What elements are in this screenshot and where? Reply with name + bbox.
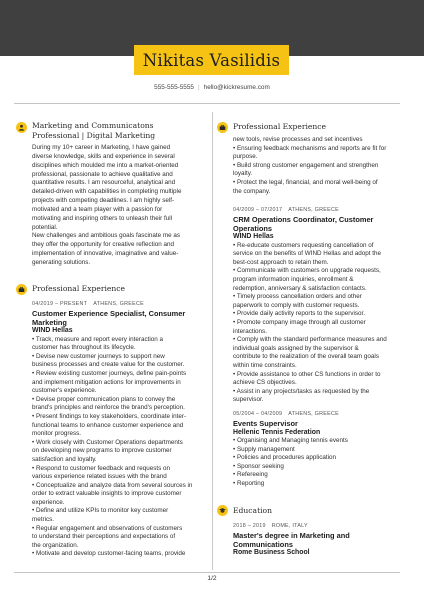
- job-1-location: ATHENS, GREECE: [93, 301, 144, 307]
- job-2-bullet-line: service on the benefits of WIND Hellas and adopt the: [233, 250, 382, 258]
- graduation-cap-icon: [217, 505, 228, 516]
- job-1-bullet-line: • Motivate and develop customer-facing teams, provide: [32, 550, 186, 558]
- contact-separator: |: [197, 84, 200, 91]
- job-2-bullet-line: • Promote company image through all customer: [233, 318, 366, 326]
- job-1-bullet-line: experience.: [32, 498, 65, 506]
- education-dates: 2018 – 2019: [233, 523, 266, 529]
- job-1-continued-line: • Protect the legal, financial, and moral well-being of: [233, 178, 378, 186]
- footer-divider: [14, 572, 400, 573]
- email-text: hello@kickresume.com: [203, 84, 270, 91]
- job-2-dates: 04/2009 – 07/2017: [233, 207, 283, 213]
- briefcase-icon: [16, 284, 27, 295]
- profile-summary-line: motivated and a team player with a passion for: [32, 205, 163, 213]
- job-2-bullet-line: contribute to the realization of the overall team goals: [233, 353, 379, 361]
- job-entry-3: [233, 411, 411, 489]
- job-1-dates: 04/2019 – PRESENT: [32, 301, 88, 307]
- job-3-bullet-line: • Supply management: [233, 445, 295, 453]
- job-1-continued-line: loyalty.: [233, 170, 253, 178]
- job-1-bullet-line: business processes and create value for the customer.: [32, 361, 185, 369]
- profile-summary-line: disciplines which moulded me into a market-oriented: [32, 161, 179, 169]
- contact-line: [0, 84, 424, 91]
- job-1-bullet-line: • Regular engagement and observations of customers: [32, 524, 183, 532]
- job-3-location: ATHENS, GREECE: [288, 411, 339, 417]
- job-2-bullet-line: supervisor.: [233, 396, 264, 404]
- job-2-bullet-line: redemption, anniversary & satisfaction contacts.: [233, 284, 367, 292]
- job-2-bullet-line: paperwork to comply with customer requests.: [233, 301, 360, 309]
- job-1-bullet-line: customer's experience.: [32, 387, 97, 395]
- job-2-bullets: [233, 242, 411, 405]
- education-meta: [233, 523, 411, 530]
- job-1-title-line: Marketing: [32, 317, 67, 327]
- job-1-bullet-line: metrics.: [32, 516, 55, 524]
- profile-summary-line: New challenges and ambitious goals fascinate me as: [32, 232, 181, 240]
- profile-summary-line: potential.: [32, 223, 58, 231]
- job-1-bullet-line: • Devise proper communication plans to convey the: [32, 395, 176, 403]
- job-3-bullet-line: • Sponsor seeking: [233, 462, 284, 470]
- experience-heading-left: Professional Experience: [32, 284, 126, 293]
- education-school: Rome Business School: [233, 549, 310, 557]
- job-1-bullet-line: • Define and utilize KPIs to monitor key customer: [32, 507, 169, 515]
- education-entry: [233, 523, 411, 558]
- job-1-bullet-line: • Present findings to key stakeholders, coordinate inter-: [32, 412, 187, 420]
- job-1-continued-line: • Ensuring feedback mechanisms and reports are fit for: [233, 144, 387, 152]
- job-2-location: ATHENS, GREECE: [288, 207, 339, 213]
- briefcase-icon: [217, 122, 228, 133]
- name-text: Nikitas Vasilidis: [142, 50, 281, 70]
- job-3-meta: [233, 411, 411, 418]
- profile-summary-line: diverse knowledge, skills and experience in several: [32, 152, 175, 160]
- profile-title: [32, 121, 155, 140]
- column-divider: [212, 112, 213, 570]
- job-2-bullet-line: • Comply with the standard performance measures and: [233, 336, 387, 344]
- education-degree-line: Communications: [233, 539, 293, 549]
- page-number: 1/2: [207, 575, 217, 582]
- job-2-bullet-line: individual goals assigned by the supervisor &: [233, 344, 359, 352]
- job-1-bullet-line: monitor progress.: [32, 430, 81, 438]
- job-2-bullet-line: interactions.: [233, 327, 267, 335]
- job-1-bullet-line: satisfaction and loyalty.: [32, 455, 97, 463]
- job-1-bullet-line: various experience related issues with the brand: [32, 473, 167, 481]
- job-1-bullet-line: to understand their perceptions and expectations of: [32, 533, 176, 541]
- job-2-title-line: Operations: [233, 223, 273, 233]
- job-2-bullet-line: • Assist in any projects/tasks as requested by the: [233, 387, 370, 395]
- job-1-bullet-line: on developing new programs to improve customer: [32, 447, 172, 455]
- header-divider: [14, 103, 400, 104]
- job-1-bullet-line: functional teams to enhance customer experience and: [32, 421, 184, 429]
- profile-summary-line: projects with competing deadlines. I am highly self-: [32, 197, 175, 205]
- job-1-bullet-line: and implement mitigation actions for improvements in: [32, 378, 181, 386]
- education-heading: Education: [233, 506, 273, 515]
- phone-text: 555-555-5555: [154, 84, 194, 91]
- job-2-bullet-line: best-cost approach to retain them.: [233, 258, 329, 266]
- job-3-company: Hellenic Tennis Federation: [233, 428, 321, 436]
- experience-heading-right: Professional Experience: [233, 122, 327, 131]
- job-3-bullets: [233, 437, 411, 489]
- job-1-continued-line: new tools, revise processes and set incentives: [233, 136, 363, 143]
- job-1-bullet-line: customer has throughout its lifecycle.: [32, 344, 136, 352]
- job-3-bullet-line: • Policies and procedures application: [233, 454, 337, 462]
- job-1-bullet-line: order to extract valuable insights to improve customer: [32, 490, 182, 498]
- job-1-company: WIND Hellas: [32, 327, 73, 335]
- job-1-continued-line: • Build strong customer engagement and strengthen: [233, 161, 379, 169]
- job-2-company: WIND Hellas: [233, 233, 274, 241]
- job-1-continued-line: purpose.: [233, 153, 258, 161]
- profile-summary-line: implementation of innovative, imaginative and value-: [32, 250, 179, 258]
- education-degree: [233, 532, 411, 549]
- job-1-bullet-line: brand's principles and reinforce the brand's perception.: [32, 404, 185, 412]
- job-1-title: [32, 310, 210, 327]
- job-2-meta: [233, 207, 411, 214]
- education-degree-line: Master's degree in Marketing and: [233, 531, 350, 540]
- job-2-bullet-line: achieve CS objectives.: [233, 379, 297, 387]
- job-1-bullet-line: • Respond to customer feedback and requests on: [32, 464, 171, 472]
- profile-summary-line: generating solutions.: [32, 258, 91, 266]
- job-1-title-line: Customer Experience Specialist, Consumer: [32, 309, 186, 318]
- job-2-bullet-line: • Provide daily activity reports to the supervisor.: [233, 310, 366, 318]
- job-2-bullet-line: • Timely process cancellation orders and other: [233, 293, 362, 301]
- profile-summary-line: professional, passionate to achieve qualitative and: [32, 170, 173, 178]
- job-2-title: [233, 216, 411, 233]
- education-location: ROME, ITALY: [271, 523, 308, 529]
- profile-summary-line: they offer the opportunity for creative reflection and: [32, 241, 174, 249]
- job-2-bullet-line: • Re-educate customers requesting cancellation of: [233, 241, 374, 249]
- job-3-bullet-line: • Reporting: [233, 479, 265, 487]
- job-2-bullet-line: • Provide assistance to other CS functions in order to: [233, 370, 381, 378]
- job-1-bullet-line: • Conceptualize and analyze data from several sources in: [32, 481, 193, 489]
- job-1-bullet-line: • Devise new customer journeys to support new: [32, 352, 165, 360]
- job-1-bullets: [32, 336, 210, 559]
- job-3-bullet-line: • Refereeing: [233, 471, 268, 479]
- job-1-bullet-line: the organization.: [32, 541, 79, 549]
- job-3-dates: 05/2004 – 04/2009: [233, 411, 283, 417]
- profile-summary-line: motivating and inspiring others to unleash their full: [32, 214, 173, 222]
- job-3-title: Events Supervisor: [233, 419, 298, 428]
- job-entry-1: [32, 301, 210, 559]
- job-1-bullet-line: • Track, measure and report every interaction a: [32, 335, 164, 343]
- profile-icon: [16, 122, 27, 133]
- profile-summary-line: detailed-driven with capabilities in completing multiple: [32, 188, 182, 196]
- job-entry-2: [233, 207, 411, 405]
- candidate-name: [134, 45, 289, 75]
- profile-summary: [32, 144, 210, 268]
- profile-title-line: Professional | Digital Marketing: [32, 130, 156, 140]
- profile-summary-line: quantitative results. I am resourceful, analytical and: [32, 179, 176, 187]
- job-1-bullet-line: • Work closely with Customer Operations departments: [32, 438, 183, 446]
- job-2-title-line: CRM Operations Coordinator, Customer: [233, 215, 374, 224]
- job-1-meta: [32, 301, 210, 308]
- job-3-bullet-line: • Organising and Managing tennis events: [233, 437, 348, 444]
- profile-title-line: Marketing and Communicatons: [32, 121, 154, 130]
- profile-summary-line: During my 10+ career in Marketing, I have gained: [32, 144, 171, 151]
- job-2-bullet-line: program information inquiries, enrollment &: [233, 275, 354, 283]
- job-2-bullet-line: within time constraints.: [233, 361, 297, 369]
- job-2-bullet-line: • Communicate with customers on upgrade requests,: [233, 267, 381, 275]
- job-1-continued-line: the company.: [233, 187, 271, 195]
- job-1-continued: [233, 136, 411, 196]
- job-1-bullet-line: • Review existing customer journeys, define pain-points: [32, 369, 187, 377]
